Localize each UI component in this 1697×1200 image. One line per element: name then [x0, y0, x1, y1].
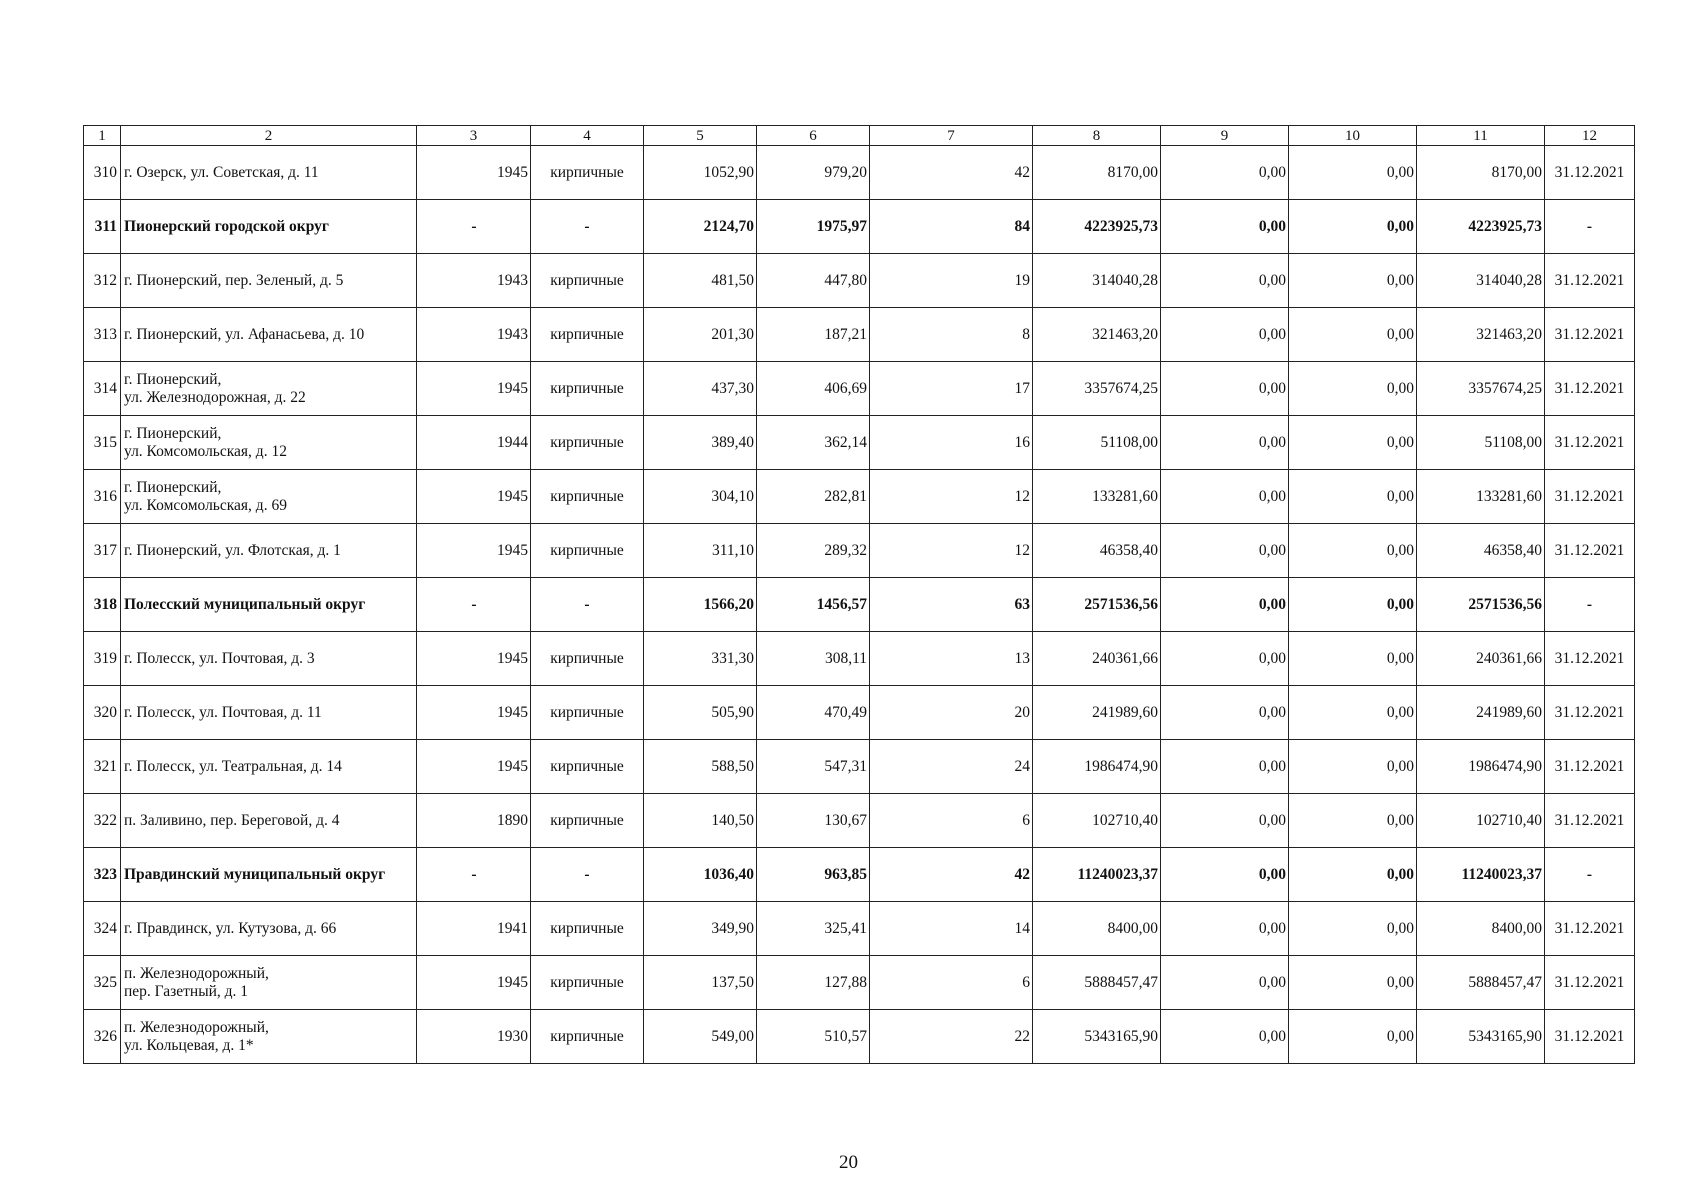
value-cell-11: 3357674,25 [1417, 362, 1545, 416]
column-number: 2 [121, 126, 417, 146]
value-cell-11: 321463,20 [1417, 308, 1545, 362]
value-cell-10: 0,00 [1289, 740, 1417, 794]
value-cell-8: 240361,66 [1033, 632, 1161, 686]
table-row [84, 524, 1635, 578]
address-cell: г. Полесск, ул. Почтовая, д. 3 [121, 632, 417, 686]
value-cell-6: 510,57 [757, 1010, 870, 1064]
wall-material-cell: кирпичные [531, 254, 644, 308]
value-cell-5: 588,50 [644, 740, 757, 794]
table-row [84, 416, 1635, 470]
wall-material-cell: - [531, 848, 644, 902]
value-cell-10: 0,00 [1289, 470, 1417, 524]
value-cell-10: 0,00 [1289, 956, 1417, 1010]
value-cell-5: 331,30 [644, 632, 757, 686]
value-cell-5: 549,00 [644, 1010, 757, 1064]
value-cell-9: 0,00 [1161, 740, 1289, 794]
wall-material-cell: кирпичные [531, 1010, 644, 1064]
value-cell-9: 0,00 [1161, 416, 1289, 470]
value-cell-7: 42 [870, 848, 1033, 902]
address-cell: п. Железнодорожный, ул. Кольцевая, д. 1* [121, 1010, 417, 1064]
table-row [84, 740, 1635, 794]
wall-material-cell: кирпичные [531, 308, 644, 362]
date-cell: 31.12.2021 [1545, 794, 1635, 848]
table-row [84, 632, 1635, 686]
date-cell: 31.12.2021 [1545, 470, 1635, 524]
value-cell-8: 11240023,37 [1033, 848, 1161, 902]
value-cell-5: 201,30 [644, 308, 757, 362]
table-row [84, 362, 1635, 416]
value-cell-11: 5888457,47 [1417, 956, 1545, 1010]
address-cell: г. Озерск, ул. Советская, д. 11 [121, 146, 417, 200]
year-cell: - [417, 848, 531, 902]
year-cell: 1945 [417, 686, 531, 740]
value-cell-11: 241989,60 [1417, 686, 1545, 740]
value-cell-9: 0,00 [1161, 848, 1289, 902]
year-cell: 1945 [417, 146, 531, 200]
value-cell-11: 133281,60 [1417, 470, 1545, 524]
row-number-cell: 314 [84, 362, 121, 416]
date-cell: 31.12.2021 [1545, 308, 1635, 362]
value-cell-7: 84 [870, 200, 1033, 254]
value-cell-6: 362,14 [757, 416, 870, 470]
value-cell-9: 0,00 [1161, 902, 1289, 956]
year-cell: 1890 [417, 794, 531, 848]
column-number: 3 [417, 126, 531, 146]
value-cell-8: 1986474,90 [1033, 740, 1161, 794]
date-cell: - [1545, 578, 1635, 632]
year-cell: 1930 [417, 1010, 531, 1064]
column-number: 10 [1289, 126, 1417, 146]
address-cell: г. Пионерский, пер. Зеленый, д. 5 [121, 254, 417, 308]
value-cell-9: 0,00 [1161, 632, 1289, 686]
address-cell: Пионерский городской округ [121, 200, 417, 254]
address-cell: г. Пионерский, ул. Флотская, д. 1 [121, 524, 417, 578]
value-cell-8: 2571536,56 [1033, 578, 1161, 632]
value-cell-11: 8170,00 [1417, 146, 1545, 200]
value-cell-6: 282,81 [757, 470, 870, 524]
value-cell-10: 0,00 [1289, 308, 1417, 362]
value-cell-5: 137,50 [644, 956, 757, 1010]
value-cell-9: 0,00 [1161, 578, 1289, 632]
wall-material-cell: кирпичные [531, 470, 644, 524]
value-cell-11: 51108,00 [1417, 416, 1545, 470]
wall-material-cell: - [531, 200, 644, 254]
value-cell-8: 241989,60 [1033, 686, 1161, 740]
column-number: 8 [1033, 126, 1161, 146]
value-cell-8: 3357674,25 [1033, 362, 1161, 416]
date-cell: 31.12.2021 [1545, 1010, 1635, 1064]
value-cell-10: 0,00 [1289, 524, 1417, 578]
date-cell: 31.12.2021 [1545, 524, 1635, 578]
year-cell: 1943 [417, 308, 531, 362]
value-cell-5: 389,40 [644, 416, 757, 470]
value-cell-6: 187,21 [757, 308, 870, 362]
date-cell: 31.12.2021 [1545, 632, 1635, 686]
registry-table [83, 125, 1635, 1064]
date-cell: - [1545, 848, 1635, 902]
value-cell-9: 0,00 [1161, 686, 1289, 740]
value-cell-10: 0,00 [1289, 362, 1417, 416]
table-row [84, 146, 1635, 200]
value-cell-7: 16 [870, 416, 1033, 470]
value-cell-10: 0,00 [1289, 416, 1417, 470]
value-cell-9: 0,00 [1161, 200, 1289, 254]
date-cell: - [1545, 200, 1635, 254]
value-cell-6: 547,31 [757, 740, 870, 794]
value-cell-8: 51108,00 [1033, 416, 1161, 470]
value-cell-6: 979,20 [757, 146, 870, 200]
year-cell: 1945 [417, 524, 531, 578]
value-cell-11: 2571536,56 [1417, 578, 1545, 632]
table-row [84, 956, 1635, 1010]
column-number: 12 [1545, 126, 1635, 146]
value-cell-8: 4223925,73 [1033, 200, 1161, 254]
value-cell-7: 6 [870, 794, 1033, 848]
date-cell: 31.12.2021 [1545, 686, 1635, 740]
wall-material-cell: кирпичные [531, 632, 644, 686]
value-cell-10: 0,00 [1289, 848, 1417, 902]
value-cell-8: 46358,40 [1033, 524, 1161, 578]
value-cell-11: 102710,40 [1417, 794, 1545, 848]
column-number: 1 [84, 126, 121, 146]
value-cell-9: 0,00 [1161, 524, 1289, 578]
value-cell-5: 2124,70 [644, 200, 757, 254]
value-cell-7: 12 [870, 524, 1033, 578]
value-cell-6: 1975,97 [757, 200, 870, 254]
value-cell-10: 0,00 [1289, 578, 1417, 632]
row-number-cell: 310 [84, 146, 121, 200]
row-number-cell: 324 [84, 902, 121, 956]
address-cell: Полесский муниципальный округ [121, 578, 417, 632]
value-cell-9: 0,00 [1161, 794, 1289, 848]
year-cell: - [417, 200, 531, 254]
value-cell-9: 0,00 [1161, 956, 1289, 1010]
wall-material-cell: кирпичные [531, 902, 644, 956]
wall-material-cell: кирпичные [531, 362, 644, 416]
page-number: 20 [839, 1152, 858, 1173]
value-cell-7: 63 [870, 578, 1033, 632]
table-row [84, 308, 1635, 362]
address-cell: г. Пионерский, ул. Железнодорожная, д. 22 [121, 362, 417, 416]
value-cell-8: 321463,20 [1033, 308, 1161, 362]
value-cell-7: 22 [870, 1010, 1033, 1064]
year-cell: 1945 [417, 362, 531, 416]
value-cell-7: 20 [870, 686, 1033, 740]
wall-material-cell: кирпичные [531, 794, 644, 848]
row-number-cell: 313 [84, 308, 121, 362]
value-cell-7: 42 [870, 146, 1033, 200]
value-cell-10: 0,00 [1289, 794, 1417, 848]
column-number: 7 [870, 126, 1033, 146]
table-row [84, 902, 1635, 956]
value-cell-7: 12 [870, 470, 1033, 524]
wall-material-cell: кирпичные [531, 740, 644, 794]
column-number: 9 [1161, 126, 1289, 146]
row-number-cell: 319 [84, 632, 121, 686]
value-cell-7: 24 [870, 740, 1033, 794]
value-cell-8: 102710,40 [1033, 794, 1161, 848]
address-cell: г. Полесск, ул. Почтовая, д. 11 [121, 686, 417, 740]
row-number-cell: 323 [84, 848, 121, 902]
value-cell-9: 0,00 [1161, 254, 1289, 308]
column-number: 11 [1417, 126, 1545, 146]
value-cell-11: 8400,00 [1417, 902, 1545, 956]
value-cell-5: 304,10 [644, 470, 757, 524]
year-cell: 1943 [417, 254, 531, 308]
row-number-cell: 322 [84, 794, 121, 848]
value-cell-7: 19 [870, 254, 1033, 308]
table-row [84, 794, 1635, 848]
value-cell-6: 289,32 [757, 524, 870, 578]
row-number-cell: 311 [84, 200, 121, 254]
row-number-cell: 315 [84, 416, 121, 470]
table-row-total [84, 848, 1635, 902]
column-number: 4 [531, 126, 644, 146]
address-cell: г. Пионерский, ул. Комсомольская, д. 69 [121, 470, 417, 524]
value-cell-6: 447,80 [757, 254, 870, 308]
wall-material-cell: кирпичные [531, 146, 644, 200]
table-row [84, 470, 1635, 524]
value-cell-8: 314040,28 [1033, 254, 1161, 308]
address-cell: г. Правдинск, ул. Кутузова, д. 66 [121, 902, 417, 956]
row-number-cell: 325 [84, 956, 121, 1010]
date-cell: 31.12.2021 [1545, 902, 1635, 956]
date-cell: 31.12.2021 [1545, 362, 1635, 416]
value-cell-5: 349,90 [644, 902, 757, 956]
value-cell-10: 0,00 [1289, 1010, 1417, 1064]
value-cell-9: 0,00 [1161, 470, 1289, 524]
value-cell-7: 13 [870, 632, 1033, 686]
value-cell-10: 0,00 [1289, 686, 1417, 740]
value-cell-9: 0,00 [1161, 308, 1289, 362]
date-cell: 31.12.2021 [1545, 740, 1635, 794]
value-cell-7: 14 [870, 902, 1033, 956]
column-number: 6 [757, 126, 870, 146]
address-cell: п. Железнодорожный, пер. Газетный, д. 1 [121, 956, 417, 1010]
value-cell-6: 470,49 [757, 686, 870, 740]
value-cell-6: 308,11 [757, 632, 870, 686]
date-cell: 31.12.2021 [1545, 254, 1635, 308]
value-cell-6: 130,67 [757, 794, 870, 848]
wall-material-cell: кирпичные [531, 686, 644, 740]
value-cell-8: 8170,00 [1033, 146, 1161, 200]
wall-material-cell: кирпичные [531, 416, 644, 470]
value-cell-7: 8 [870, 308, 1033, 362]
year-cell: 1944 [417, 416, 531, 470]
row-number-cell: 318 [84, 578, 121, 632]
year-cell: - [417, 578, 531, 632]
year-cell: 1945 [417, 470, 531, 524]
value-cell-7: 17 [870, 362, 1033, 416]
address-cell: Правдинский муниципальный округ [121, 848, 417, 902]
year-cell: 1945 [417, 632, 531, 686]
row-number-cell: 321 [84, 740, 121, 794]
value-cell-8: 8400,00 [1033, 902, 1161, 956]
year-cell: 1945 [417, 956, 531, 1010]
date-cell: 31.12.2021 [1545, 146, 1635, 200]
value-cell-6: 963,85 [757, 848, 870, 902]
value-cell-6: 406,69 [757, 362, 870, 416]
value-cell-5: 140,50 [644, 794, 757, 848]
value-cell-6: 1456,57 [757, 578, 870, 632]
value-cell-11: 11240023,37 [1417, 848, 1545, 902]
value-cell-7: 6 [870, 956, 1033, 1010]
value-cell-10: 0,00 [1289, 632, 1417, 686]
value-cell-5: 505,90 [644, 686, 757, 740]
value-cell-9: 0,00 [1161, 1010, 1289, 1064]
date-cell: 31.12.2021 [1545, 956, 1635, 1010]
value-cell-9: 0,00 [1161, 146, 1289, 200]
wall-material-cell: кирпичные [531, 524, 644, 578]
value-cell-5: 437,30 [644, 362, 757, 416]
value-cell-9: 0,00 [1161, 362, 1289, 416]
value-cell-11: 1986474,90 [1417, 740, 1545, 794]
table-row-total [84, 578, 1635, 632]
value-cell-8: 133281,60 [1033, 470, 1161, 524]
column-number-row [84, 126, 1635, 146]
table-row-total [84, 200, 1635, 254]
table-row [84, 254, 1635, 308]
value-cell-5: 311,10 [644, 524, 757, 578]
value-cell-11: 240361,66 [1417, 632, 1545, 686]
row-number-cell: 316 [84, 470, 121, 524]
value-cell-11: 314040,28 [1417, 254, 1545, 308]
value-cell-11: 4223925,73 [1417, 200, 1545, 254]
row-number-cell: 320 [84, 686, 121, 740]
table-row [84, 686, 1635, 740]
row-number-cell: 312 [84, 254, 121, 308]
year-cell: 1945 [417, 740, 531, 794]
value-cell-10: 0,00 [1289, 254, 1417, 308]
wall-material-cell: кирпичные [531, 956, 644, 1010]
address-cell: г. Пионерский, ул. Комсомольская, д. 12 [121, 416, 417, 470]
address-cell: г. Полесск, ул. Театральная, д. 14 [121, 740, 417, 794]
value-cell-10: 0,00 [1289, 902, 1417, 956]
value-cell-11: 46358,40 [1417, 524, 1545, 578]
year-cell: 1941 [417, 902, 531, 956]
wall-material-cell: - [531, 578, 644, 632]
value-cell-5: 481,50 [644, 254, 757, 308]
value-cell-6: 325,41 [757, 902, 870, 956]
date-cell: 31.12.2021 [1545, 416, 1635, 470]
value-cell-8: 5343165,90 [1033, 1010, 1161, 1064]
address-cell: г. Пионерский, ул. Афанасьева, д. 10 [121, 308, 417, 362]
row-number-cell: 317 [84, 524, 121, 578]
value-cell-5: 1566,20 [644, 578, 757, 632]
column-number: 5 [644, 126, 757, 146]
table-body [84, 126, 1635, 1064]
value-cell-10: 0,00 [1289, 200, 1417, 254]
table-row [84, 1010, 1635, 1064]
value-cell-10: 0,00 [1289, 146, 1417, 200]
value-cell-5: 1036,40 [644, 848, 757, 902]
row-number-cell: 326 [84, 1010, 121, 1064]
value-cell-6: 127,88 [757, 956, 870, 1010]
value-cell-5: 1052,90 [644, 146, 757, 200]
address-cell: п. Заливино, пер. Береговой, д. 4 [121, 794, 417, 848]
value-cell-11: 5343165,90 [1417, 1010, 1545, 1064]
value-cell-8: 5888457,47 [1033, 956, 1161, 1010]
